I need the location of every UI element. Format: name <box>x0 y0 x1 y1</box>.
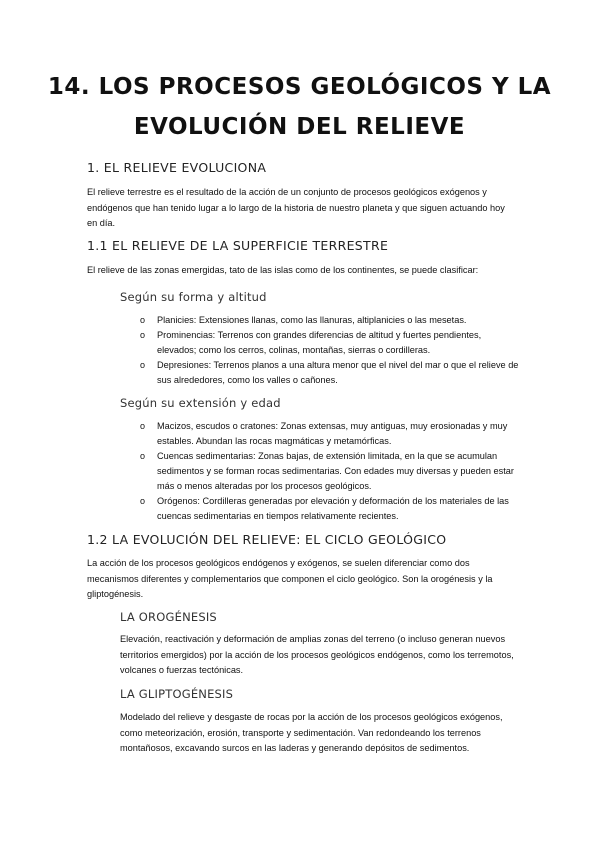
bullet-marker: o <box>140 451 146 461</box>
list-extension-edad <box>140 419 520 524</box>
list-item-text: Planicies: Extensiones llanas, como las llanuras, altiplanicies o las mesetas. <box>157 315 467 325</box>
subheading-orogenesis: LA OROGÉNESIS <box>120 610 217 624</box>
section-1-1-paragraph: El relieve de las zonas emergidas, tato de las islas como de los continentes, se puede clasificar: <box>87 265 479 275</box>
section-1-heading: 1. EL RELIEVE EVOLUCIONA <box>87 160 267 175</box>
list-item <box>140 449 520 494</box>
list-item-text: Cuencas sedimentarias: Zonas bajas, de extensión limitada, en la que se acumulan sedimentos y se forman rocas sedimentarias. Con edades muy diversas y pueden estar más o menos alteradas por los procesos geológicos. <box>157 451 514 491</box>
subheading-extension-edad: Según su extensión y edad <box>120 396 281 410</box>
section-1-2-paragraph: La acción de los procesos geológicos endógenos y exógenos, se suelen diferenciar como dos mecanismos diferentes y complementarios que componen el ciclo geológico. Son la orogénesis y la gliptogénesis. <box>87 558 493 599</box>
bullet-marker: o <box>140 330 146 340</box>
bullet-marker: o <box>140 360 146 370</box>
list-item-text: Orógenos: Cordilleras generadas por elevación y deformación de los materiales de las cuencas sedimentarias en tiempos relativamente recientes. <box>157 496 509 521</box>
bullet-marker: o <box>140 421 146 431</box>
bullet-marker: o <box>140 496 146 506</box>
orogenesis-paragraph: Elevación, reactivación y deformación de amplias zonas del terreno (o incluso generan nuevos territorios emergidos) por la acción de los procesos geológicos endógenos, como los terremotos, volcanes o fuerzas tectónicas. <box>120 634 514 675</box>
list-item-text: Prominencias: Terrenos con grandes diferencias de altitud y fuertes pendientes, elevados; como los cerros, colinas, montañas, sierras o cordilleras. <box>157 330 482 355</box>
list-item <box>140 328 520 358</box>
list-item <box>140 419 520 449</box>
gliptogenesis-paragraph: Modelado del relieve y desgaste de rocas por la acción de los procesos geológicos exógenos, como meteorización, erosión, transporte y sedimentación. Van redondeando los terrenos montañosos, excavando surcos en las laderas y generando depósitos de sedimentos. <box>120 712 503 753</box>
bullet-marker: o <box>140 315 146 325</box>
list-item <box>140 313 520 328</box>
list-item-text: Macizos, escudos o cratones: Zonas extensas, muy antiguas, muy erosionadas y muy estables. Abundan las rocas magmáticas y metamórficas. <box>157 421 508 446</box>
list-item <box>140 494 520 524</box>
list-item-text: Depresiones: Terrenos planos a una altura menor que el nivel del mar o que el relieve de sus alrededores, como los valles o cañones. <box>157 360 519 385</box>
document-title-line-1: 14. LOS PROCESOS GEOLÓGICOS Y LA <box>47 74 552 100</box>
subheading-gliptogenesis: LA GLIPTOGÉNESIS <box>120 687 234 701</box>
document-title-line-2: EVOLUCIÓN DEL RELIEVE <box>133 114 466 140</box>
section-1-2-heading: 1.2 LA EVOLUCIÓN DEL RELIEVE: EL CICLO GEOLÓGICO <box>87 532 447 547</box>
list-forma-altitud <box>140 313 520 388</box>
section-1-paragraph: El relieve terrestre es el resultado de la acción de un conjunto de procesos geológicos exógenos y endógenos que han tenido lugar a lo largo de la historia de nuestro planeta y que siguen actuando hoy en día. <box>87 187 505 228</box>
list-item <box>140 358 520 388</box>
subheading-forma-altitud: Según su forma y altitud <box>120 290 267 304</box>
section-1-1-heading: 1.1 EL RELIEVE DE LA SUPERFICIE TERRESTRE <box>87 238 389 253</box>
